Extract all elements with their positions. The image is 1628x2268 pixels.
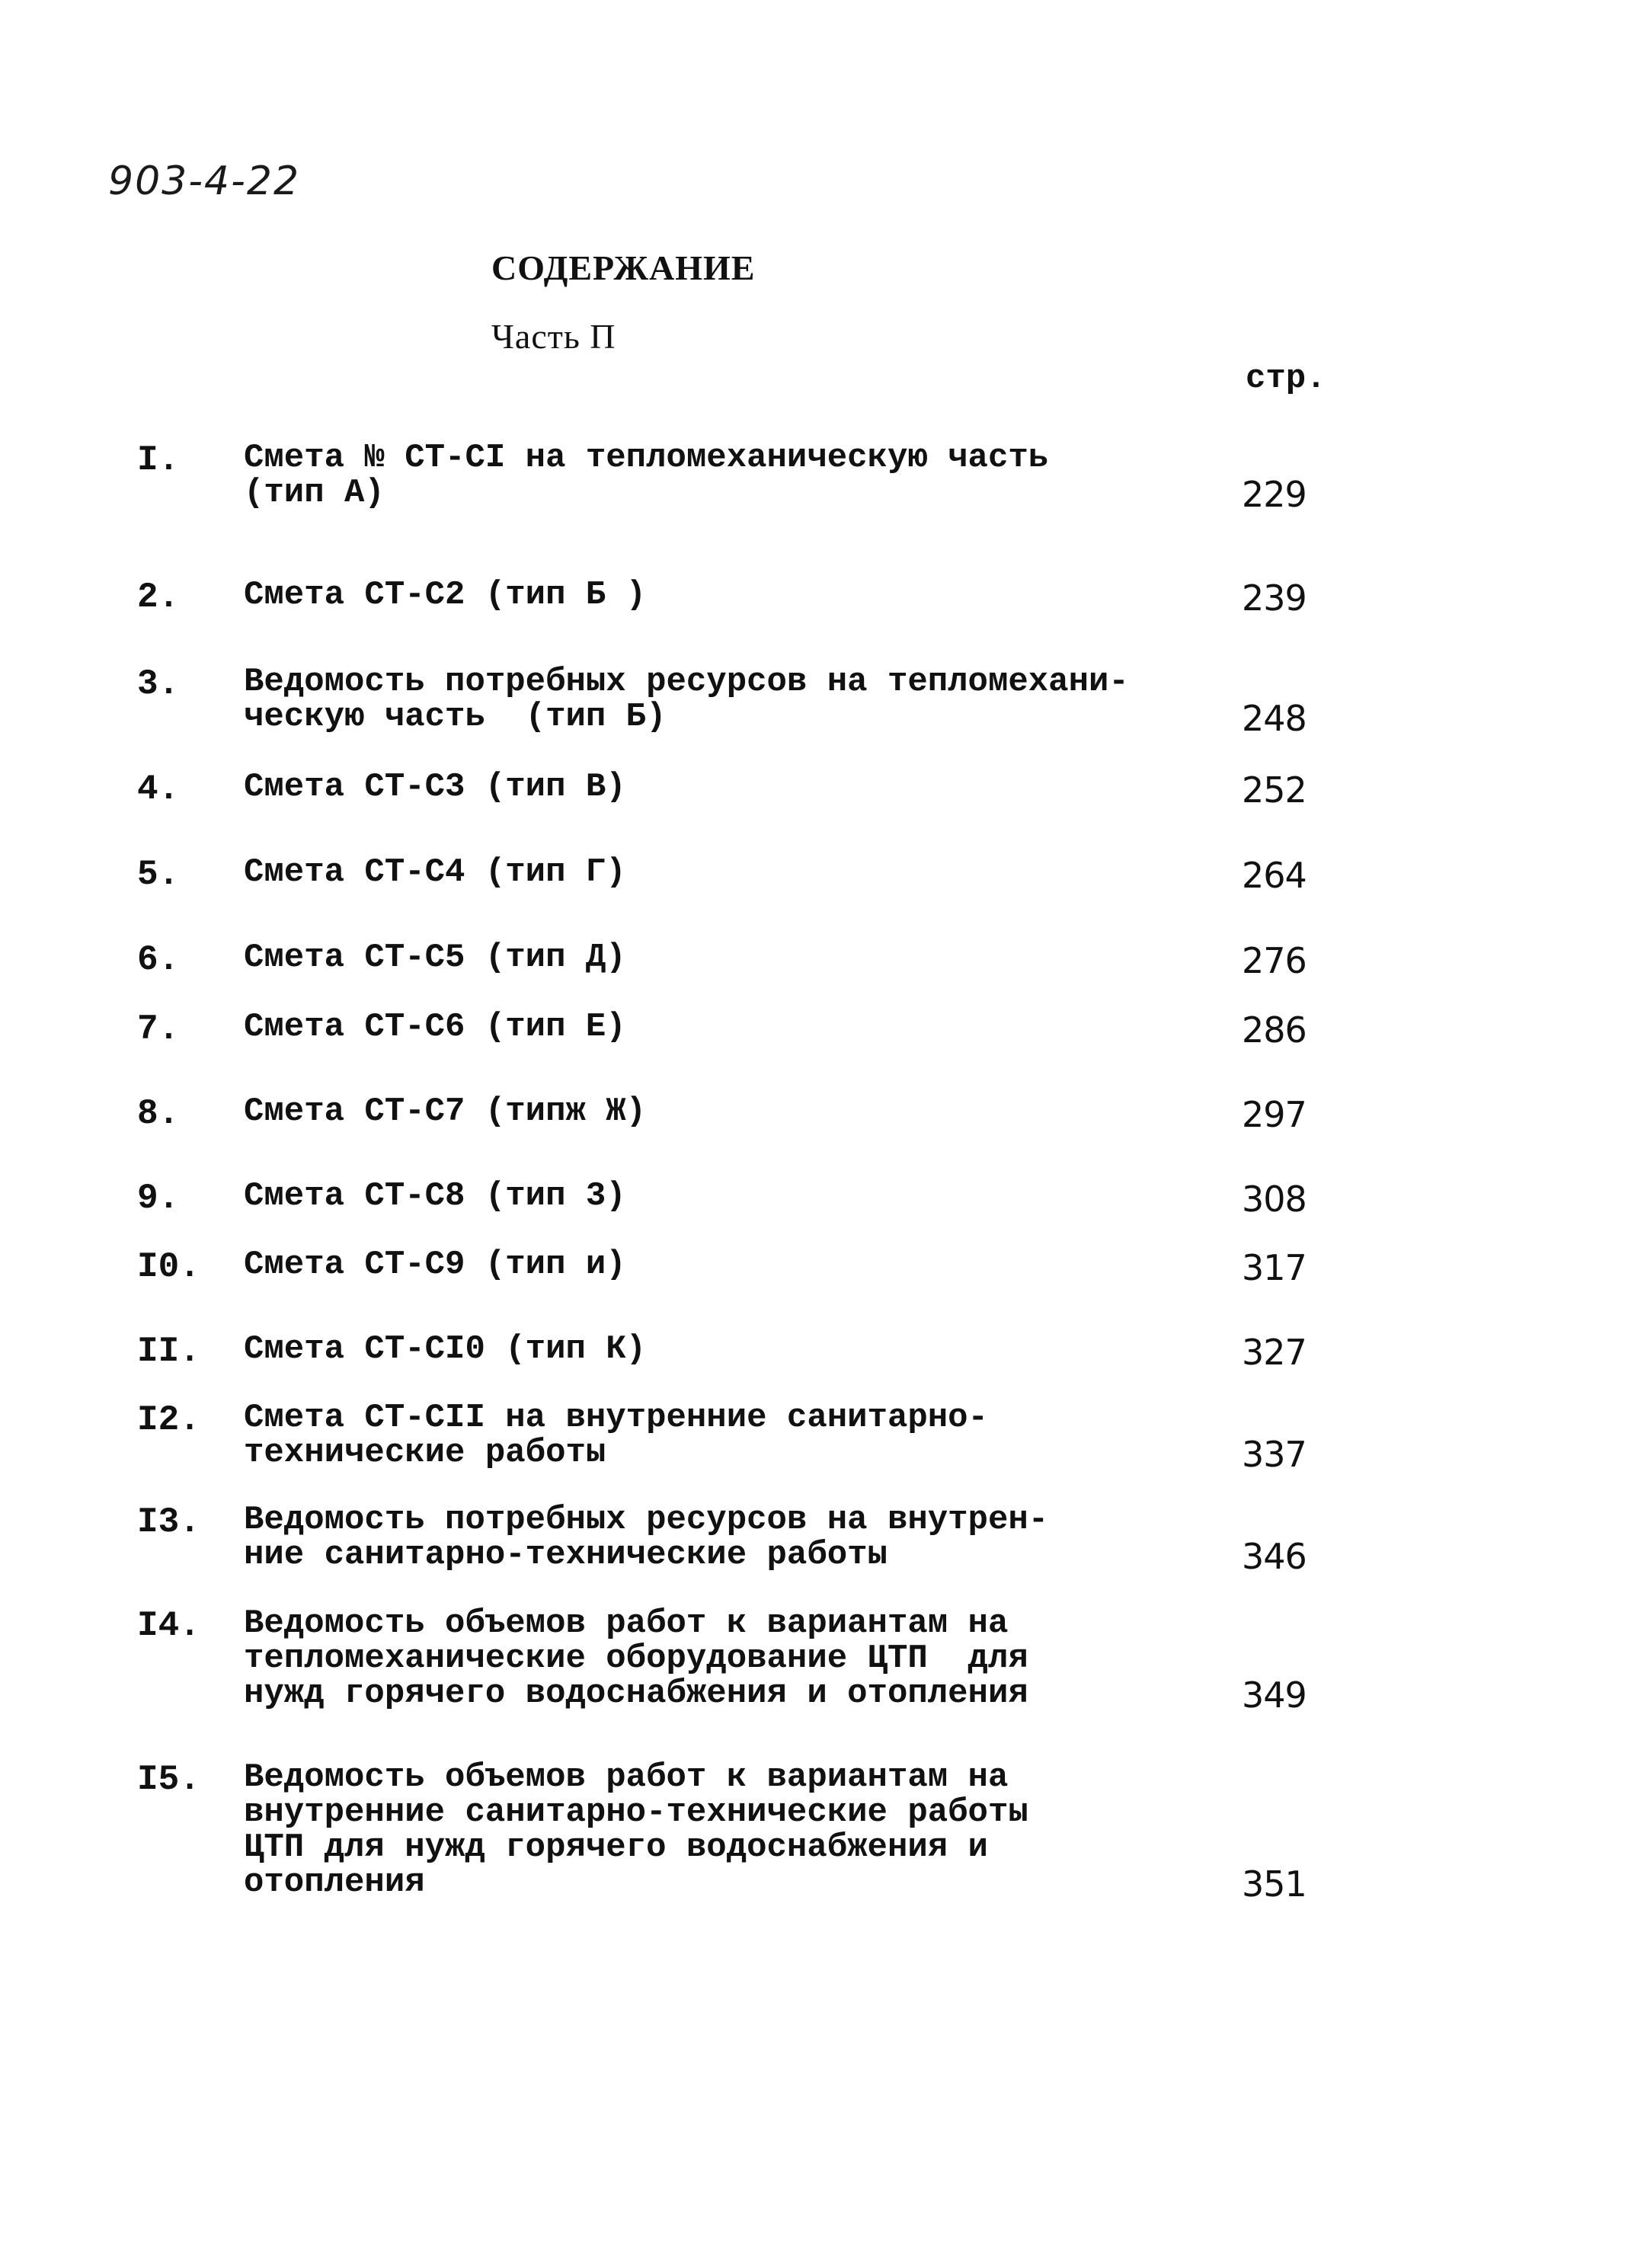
toc-entry-page-number: 351: [1242, 1863, 1307, 1905]
toc-entry-number: 5.: [137, 855, 180, 894]
toc-entry-title: [244, 855, 1188, 890]
toc-entry-line: Смета СТ-С6 (тип Е): [244, 1008, 626, 1046]
document-code: 903-4-22: [108, 158, 301, 204]
toc-entry-line: Смета СТ-СI0 (тип К): [244, 1330, 647, 1368]
toc-entry-page-number: 327: [1242, 1332, 1307, 1373]
toc-entry-page-number: 229: [1242, 474, 1307, 515]
toc-entry-title: [244, 440, 1188, 510]
contents-heading: СОДЕРЖАНИЕ: [491, 248, 756, 287]
toc-entry-line: Смета СТ-С4 (тип Г): [244, 853, 626, 891]
toc-entry-title: [244, 1606, 1188, 1711]
toc-entry-page-number: 346: [1242, 1536, 1307, 1577]
toc-entry-line: Смета СТ-С8 (тип 3): [244, 1177, 626, 1215]
toc-entry-number: 2.: [137, 577, 180, 617]
toc-entry-title: [244, 664, 1188, 734]
toc-entry-number: 9.: [137, 1179, 180, 1218]
toc-entry-number: 7.: [137, 1009, 180, 1049]
toc-entry-line: ческую часть (тип Б): [244, 698, 667, 736]
toc-entry-line: нужд горячего водоснабжения и отопления: [244, 1675, 1028, 1713]
toc-entry-line: Смета № СТ-СI на тепломеханическую часть: [244, 439, 1049, 477]
toc-entry-number: 3.: [137, 664, 180, 704]
toc-entry-line: Смета СТ-С3 (тип В): [244, 768, 626, 806]
toc-entry-page-number: 297: [1242, 1094, 1307, 1135]
toc-entry-line: отопления: [244, 1863, 425, 1902]
toc-entry-line: Ведомость потребных ресурсов на тепломехани-: [244, 663, 1129, 701]
toc-entry-line: Ведомость объемов работ к вариантам на: [244, 1604, 1009, 1643]
toc-entry-line: (тип А): [244, 474, 385, 512]
toc-entry-page-number: 252: [1242, 769, 1307, 811]
toc-entry-number: I.: [137, 440, 180, 480]
toc-entry-page-number: 317: [1242, 1247, 1307, 1288]
toc-entry-line: Смета СТ-С7 (типж Ж): [244, 1092, 647, 1131]
toc-entry-title: [244, 1179, 1188, 1214]
toc-entry-title: [244, 769, 1188, 805]
toc-entry-line: Смета СТ-СII на внутренние санитарно-: [244, 1399, 988, 1437]
toc-entry-line: Смета СТ-С2 (тип Б ): [244, 576, 647, 614]
toc-entry-number: I3.: [137, 1502, 200, 1542]
toc-entry-page-number: 276: [1242, 940, 1307, 981]
toc-entry-page-number: 349: [1242, 1675, 1307, 1716]
toc-entry-line: Ведомость потребных ресурсов на внутрен-: [244, 1501, 1049, 1539]
toc-entry-title: [244, 940, 1188, 975]
toc-entry-number: I4.: [137, 1606, 200, 1646]
toc-entry-number: 4.: [137, 769, 180, 809]
toc-entry-line: внутренние санитарно-технические работы: [244, 1793, 1028, 1831]
toc-entry-number: I0.: [137, 1247, 200, 1287]
toc-entry-title: [244, 1009, 1188, 1044]
toc-entry-title: [244, 1332, 1188, 1367]
toc-entry-number: I2.: [137, 1400, 200, 1440]
toc-entry-title: [244, 1502, 1188, 1572]
toc-entry-line: тепломеханические оборудование ЦТП для: [244, 1639, 1028, 1678]
part-heading: Часть П: [491, 317, 616, 356]
toc-entry-page-number: 248: [1242, 698, 1307, 739]
toc-entry-title: [244, 1247, 1188, 1282]
toc-entry-line: Ведомость объемов работ к вариантам на: [244, 1758, 1009, 1796]
toc-entry-page-number: 286: [1242, 1009, 1307, 1051]
toc-entry-line: Смета СТ-С5 (тип Д): [244, 939, 626, 977]
toc-entry-page-number: 264: [1242, 855, 1307, 896]
toc-entry-line: Смета СТ-С9 (тип и): [244, 1246, 626, 1284]
toc-entry-number: 6.: [137, 940, 180, 980]
toc-entry-number: I5.: [137, 1760, 200, 1799]
toc-entry-title: [244, 1400, 1188, 1470]
toc-entry-title: [244, 1094, 1188, 1129]
toc-entry-line: ние санитарно-технические работы: [244, 1536, 888, 1574]
toc-entry-page-number: 337: [1242, 1434, 1307, 1475]
toc-entry-title: [244, 577, 1188, 613]
toc-entry-page-number: 308: [1242, 1179, 1307, 1220]
toc-entry-number: II.: [137, 1332, 200, 1371]
toc-entry-number: 8.: [137, 1094, 180, 1134]
toc-entry-title: [244, 1760, 1188, 1900]
page-column-header: стр.: [1246, 360, 1326, 398]
toc-entry-line: ЦТП для нужд горячего водоснабжения и: [244, 1828, 988, 1867]
toc-entry-page-number: 239: [1242, 577, 1307, 619]
toc-entry-line: технические работы: [244, 1434, 606, 1472]
